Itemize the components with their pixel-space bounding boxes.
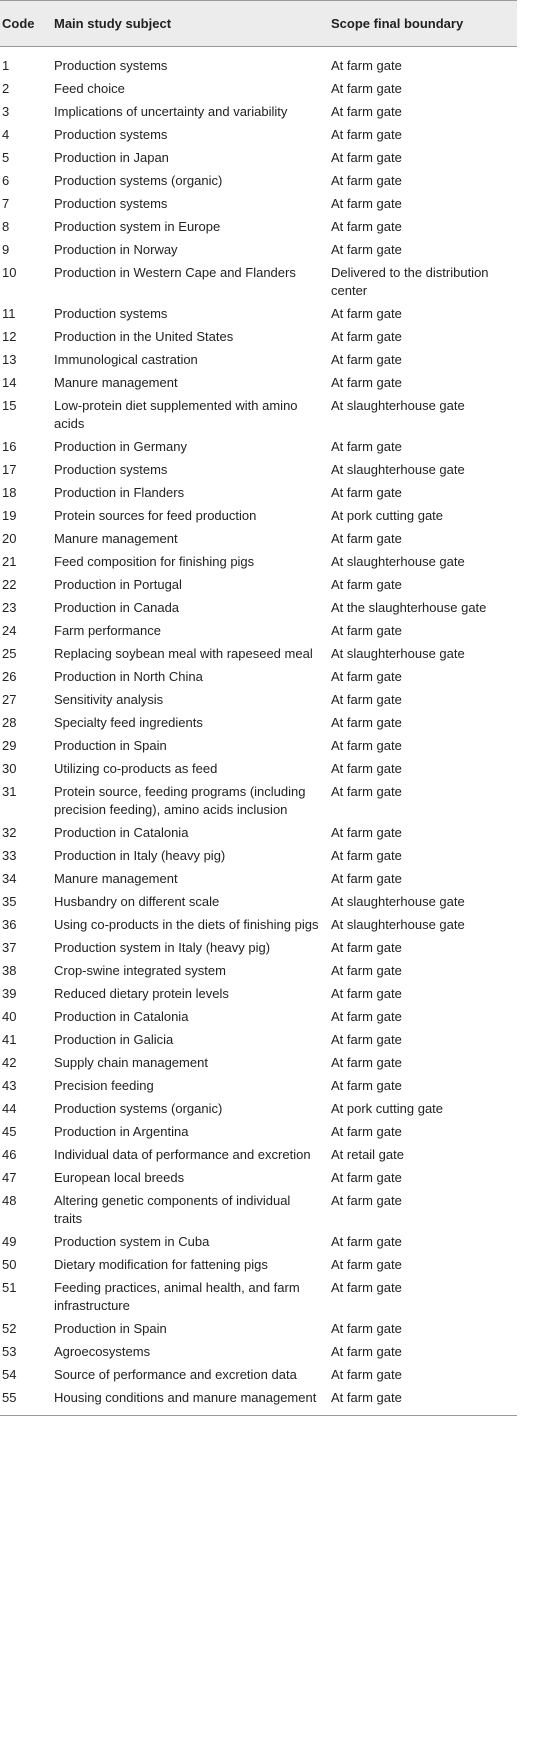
cell-subject: Housing conditions and manure management — [48, 1386, 325, 1416]
cell-subject: Source of performance and excretion data — [54, 1367, 297, 1382]
cell-code: 32 — [2, 825, 17, 840]
cell-scope: At farm gate — [331, 1055, 402, 1070]
table-row — [0, 1340, 517, 1363]
cell-scope: At farm gate — [331, 1367, 402, 1382]
table-row — [0, 435, 517, 458]
cell-subject: Production in Japan — [54, 150, 169, 165]
cell-scope: At the slaughterhouse gate — [331, 600, 487, 615]
header-subject: Main study subject — [48, 1, 325, 47]
table-row — [0, 936, 517, 959]
cell-code: 15 — [2, 398, 17, 413]
cell-scope: At farm gate — [331, 848, 402, 863]
cell-code: 19 — [2, 508, 17, 523]
table-row — [0, 100, 517, 123]
cell-code: 53 — [2, 1344, 17, 1359]
cell-code: 9 — [2, 242, 10, 257]
cell-scope: At slaughterhouse gate — [331, 554, 465, 569]
cell-scope: At farm gate — [331, 219, 402, 234]
cell-subject: Production in Norway — [54, 242, 178, 257]
cell-subject: Production systems (organic) — [54, 1101, 223, 1116]
table-row — [0, 1120, 517, 1143]
cell-scope: Delivered to the distribution center — [331, 265, 489, 298]
cell-scope: At retail gate — [331, 1147, 404, 1162]
cell-code: 41 — [2, 1032, 17, 1047]
cell-scope: At farm gate — [331, 761, 402, 776]
cell-code: 25 — [2, 646, 17, 661]
table-row — [0, 1189, 517, 1230]
table-row — [0, 192, 517, 215]
cell-code: 21 — [2, 554, 17, 569]
table-row — [0, 1166, 517, 1189]
cell-code: 40 — [2, 1009, 17, 1024]
table-row — [0, 688, 517, 711]
cell-subject: Low-protein diet supplemented with amino acids — [54, 398, 298, 431]
cell-scope: At farm gate — [331, 485, 402, 500]
cell-code: 37 — [2, 940, 17, 955]
cell-subject: Production systems — [54, 127, 168, 142]
cell-subject: Altering genetic components of individual traits — [54, 1193, 291, 1226]
cell-subject: Production systems — [54, 196, 168, 211]
cell-code: 50 — [2, 1257, 17, 1272]
table-row — [0, 844, 517, 867]
cell-code: 18 — [2, 485, 17, 500]
cell-scope: At slaughterhouse gate — [331, 894, 465, 909]
cell-scope: At farm gate — [331, 104, 402, 119]
cell-code: 52 — [2, 1321, 17, 1336]
cell-subject: Production in Flanders — [54, 485, 185, 500]
cell-subject: Production in Canada — [54, 600, 180, 615]
cell-subject: Production in Catalonia — [54, 1009, 189, 1024]
cell-code: 48 — [2, 1193, 17, 1208]
cell-code: 49 — [2, 1234, 17, 1249]
cell-subject: Precision feeding — [54, 1078, 154, 1093]
cell-subject: Farm performance — [54, 623, 161, 638]
table-row — [0, 1230, 517, 1253]
cell-code: 7 — [2, 196, 10, 211]
cell-code: 5 — [2, 150, 10, 165]
cell-scope: At farm gate — [331, 986, 402, 1001]
cell-code: 12 — [2, 329, 17, 344]
cell-subject: Production system in Italy (heavy pig) — [54, 940, 271, 955]
cell-subject: Production in Western Cape and Flanders — [54, 265, 296, 280]
cell-scope: At farm gate — [331, 531, 402, 546]
cell-code: 38 — [2, 963, 17, 978]
cell-subject: Production in Catalonia — [54, 825, 189, 840]
cell-scope: At farm gate — [331, 150, 402, 165]
cell-subject: Reduced dietary protein levels — [54, 986, 229, 1001]
cell-subject: Production in Spain — [54, 738, 167, 753]
table-row — [0, 1386, 517, 1416]
table-row — [0, 1363, 517, 1386]
cell-code: 43 — [2, 1078, 17, 1093]
table-row — [0, 1276, 517, 1317]
cell-scope: At farm gate — [331, 1032, 402, 1047]
cell-code: 54 — [2, 1367, 17, 1382]
table-row — [0, 371, 517, 394]
table-row — [0, 504, 517, 527]
cell-subject: Production system in Cuba — [54, 1234, 210, 1249]
cell-scope: At farm gate — [331, 871, 402, 886]
table-row — [0, 867, 517, 890]
cell-scope: At farm gate — [331, 1280, 402, 1295]
cell-code: 4 — [2, 127, 10, 142]
table-row — [0, 982, 517, 1005]
table-row — [0, 123, 517, 146]
cell-subject: Production in Galicia — [54, 1032, 174, 1047]
cell-code: 13 — [2, 352, 17, 367]
table-row — [0, 458, 517, 481]
cell-scope: At slaughterhouse gate — [331, 646, 465, 661]
cell-subject: Production systems (organic) — [54, 173, 223, 188]
cell-scope: At pork cutting gate — [331, 508, 444, 523]
cell-scope: At farm gate — [331, 58, 402, 73]
cell-code: 11 — [2, 306, 16, 321]
cell-subject: Replacing soybean meal with rapeseed meal — [54, 646, 313, 661]
cell-subject: Husbandry on different scale — [54, 894, 220, 909]
cell-scope: At farm gate — [331, 1193, 402, 1208]
table-row — [0, 215, 517, 238]
cell-scope: At farm gate — [331, 329, 402, 344]
cell-subject: Implications of uncertainty and variability — [54, 104, 288, 119]
table-row — [0, 573, 517, 596]
cell-subject: Production in Portugal — [54, 577, 182, 592]
cell-code: 17 — [2, 462, 17, 477]
cell-code: 30 — [2, 761, 17, 776]
table-row — [0, 959, 517, 982]
table-row — [0, 1253, 517, 1276]
table-row — [0, 394, 517, 435]
cell-code: 2 — [2, 81, 10, 96]
cell-scope: At farm gate — [331, 1009, 402, 1024]
cell-code: 23 — [2, 600, 17, 615]
cell-code: 47 — [2, 1170, 17, 1185]
cell-subject: Supply chain management — [54, 1055, 208, 1070]
cell-code: 10 — [2, 265, 17, 280]
cell-subject: Production in Germany — [54, 439, 187, 454]
cell-subject: Feed composition for finishing pigs — [54, 554, 255, 569]
cell-scope: At farm gate — [331, 669, 402, 684]
cell-scope: At farm gate — [331, 1170, 402, 1185]
table-row — [0, 169, 517, 192]
cell-scope: At slaughterhouse gate — [331, 917, 465, 932]
table-row — [0, 821, 517, 844]
table-row — [0, 711, 517, 734]
cell-code: 6 — [2, 173, 10, 188]
table-row — [0, 619, 517, 642]
cell-code: 22 — [2, 577, 17, 592]
cell-code: 46 — [2, 1147, 17, 1162]
table-row — [0, 348, 517, 371]
cell-code: 34 — [2, 871, 17, 886]
table-row — [0, 1005, 517, 1028]
cell-scope: At farm gate — [331, 940, 402, 955]
table-row — [0, 890, 517, 913]
cell-scope: At slaughterhouse gate — [331, 462, 465, 477]
cell-subject: Specialty feed ingredients — [54, 715, 203, 730]
cell-subject: Production in Italy (heavy pig) — [54, 848, 226, 863]
cell-code: 44 — [2, 1101, 17, 1116]
table-row — [0, 527, 517, 550]
cell-subject: Manure management — [54, 375, 178, 390]
table-row — [0, 261, 517, 302]
cell-scope: At farm gate — [331, 173, 402, 188]
cell-subject: Feed choice — [54, 81, 125, 96]
table-row — [0, 481, 517, 504]
cell-scope: At farm gate — [331, 1234, 402, 1249]
cell-subject: Feeding practices, animal health, and farm infrastructure — [54, 1280, 300, 1313]
cell-scope: At farm gate — [331, 81, 402, 96]
header-code: Code — [0, 1, 48, 47]
cell-subject: Crop-swine integrated system — [54, 963, 226, 978]
cell-scope: At farm gate — [331, 784, 402, 799]
cell-scope: At slaughterhouse gate — [331, 398, 465, 413]
cell-scope: At farm gate — [331, 577, 402, 592]
cell-scope: At farm gate — [331, 375, 402, 390]
table-row — [0, 550, 517, 573]
table-row — [0, 238, 517, 261]
cell-scope: At farm gate — [331, 242, 402, 257]
cell-code: 28 — [2, 715, 17, 730]
cell-subject: European local breeds — [54, 1170, 185, 1185]
cell-code: 3 — [2, 104, 10, 119]
cell-scope: At farm gate — [331, 1124, 402, 1139]
cell-subject: Immunological castration — [54, 352, 198, 367]
table-row — [0, 780, 517, 821]
cell-scope: At farm gate — [331, 963, 402, 978]
table-body — [0, 47, 517, 1416]
cell-code: 39 — [2, 986, 17, 1001]
table-row — [0, 325, 517, 348]
cell-code: 31 — [2, 784, 17, 799]
table-row — [0, 1143, 517, 1166]
cell-code: 55 — [0, 1386, 48, 1416]
cell-subject: Dietary modification for fattening pigs — [54, 1257, 268, 1272]
cell-scope: At farm gate — [331, 127, 402, 142]
cell-code: 42 — [2, 1055, 17, 1070]
table-row — [0, 913, 517, 936]
cell-code: 20 — [2, 531, 17, 546]
table-row — [0, 1074, 517, 1097]
table-row — [0, 642, 517, 665]
table-row — [0, 1317, 517, 1340]
cell-subject: Production systems — [54, 306, 168, 321]
cell-subject: Sensitivity analysis — [54, 692, 164, 707]
cell-code: 36 — [2, 917, 17, 932]
cell-code: 16 — [2, 439, 17, 454]
table-row — [0, 1028, 517, 1051]
cell-code: 45 — [2, 1124, 17, 1139]
table-row — [0, 302, 517, 325]
table-row — [0, 47, 517, 78]
header-row — [0, 1, 517, 47]
cell-code: 35 — [2, 894, 17, 909]
cell-scope: At farm gate — [331, 352, 402, 367]
table-row — [0, 734, 517, 757]
cell-code: 24 — [2, 623, 17, 638]
cell-code: 14 — [2, 375, 17, 390]
cell-subject: Production system in Europe — [54, 219, 221, 234]
table-row — [0, 1051, 517, 1074]
table-row — [0, 1097, 517, 1120]
cell-subject: Protein source, feeding programs (including precision feeding), amino acids inclusion — [54, 784, 306, 817]
table-row — [0, 77, 517, 100]
cell-scope: At farm gate — [331, 306, 402, 321]
cell-scope: At farm gate — [331, 1344, 402, 1359]
cell-scope: At farm gate — [331, 1078, 402, 1093]
cell-subject: Production in Argentina — [54, 1124, 189, 1139]
cell-code: 51 — [2, 1280, 17, 1295]
cell-subject: Manure management — [54, 531, 178, 546]
cell-scope: At farm gate — [331, 825, 402, 840]
cell-code: 29 — [2, 738, 17, 753]
table-row — [0, 596, 517, 619]
cell-code: 8 — [2, 219, 10, 234]
cell-scope: At farm gate — [325, 1386, 517, 1416]
cell-subject: Production in the United States — [54, 329, 234, 344]
cell-scope: At pork cutting gate — [331, 1101, 444, 1116]
cell-scope: At farm gate — [331, 623, 402, 638]
cell-subject: Utilizing co-products as feed — [54, 761, 218, 776]
cell-code: 26 — [2, 669, 17, 684]
table-row — [0, 146, 517, 169]
cell-subject: Individual data of performance and excretion — [54, 1147, 311, 1162]
cell-scope: At farm gate — [331, 738, 402, 753]
cell-subject: Using co-products in the diets of finishing pigs — [54, 917, 319, 932]
cell-subject: Production in Spain — [54, 1321, 167, 1336]
cell-scope: At farm gate — [331, 1257, 402, 1272]
cell-subject: Protein sources for feed production — [54, 508, 257, 523]
cell-subject: Production systems — [54, 58, 168, 73]
cell-code: 33 — [2, 848, 17, 863]
cell-code: 1 — [2, 58, 10, 73]
cell-subject: Production systems — [54, 462, 168, 477]
table-row — [0, 757, 517, 780]
header-scope: Scope final boundary — [325, 1, 517, 47]
cell-subject: Production in North China — [54, 669, 203, 684]
cell-scope: At farm gate — [331, 692, 402, 707]
cell-subject: Agroecosystems — [54, 1344, 151, 1359]
cell-scope: At farm gate — [331, 439, 402, 454]
cell-code: 27 — [2, 692, 17, 707]
table-row — [0, 665, 517, 688]
cell-scope: At farm gate — [331, 715, 402, 730]
cell-scope: At farm gate — [331, 196, 402, 211]
cell-subject: Manure management — [54, 871, 178, 886]
cell-scope: At farm gate — [331, 1321, 402, 1336]
